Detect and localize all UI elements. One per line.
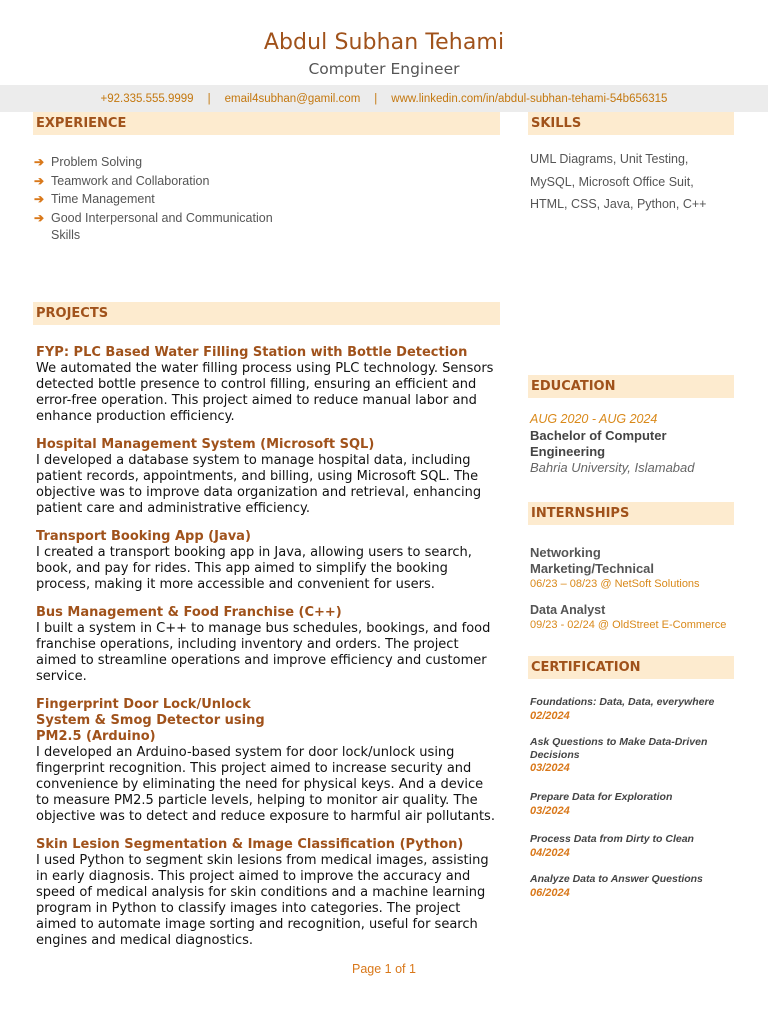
internship-item <box>530 545 680 577</box>
certification-title: Process Data from Dirty to Clean <box>530 833 694 845</box>
projects-list <box>36 345 498 961</box>
section-heading-education: EDUCATION <box>528 375 734 398</box>
contact-separator: | <box>374 92 378 105</box>
contact-bar <box>0 85 768 112</box>
certification-date: 02/2024 <box>530 709 570 722</box>
project-title: Skin Lesion Segmentation & Image Classification (Python) <box>36 837 464 852</box>
arrow-right-icon: ➔ <box>34 192 45 206</box>
education-degree: Bachelor of Computer Engineering <box>530 428 667 459</box>
internship-meta-wrap <box>530 577 740 591</box>
project-item <box>36 605 498 685</box>
experience-list <box>34 154 304 246</box>
section-heading-experience: EXPERIENCE <box>33 112 500 135</box>
certification-title: Prepare Data for Exploration <box>530 791 673 803</box>
internship-role: Data Analyst <box>530 603 606 617</box>
certification-title: Analyze Data to Answer Questions <box>530 873 703 885</box>
certification-item <box>530 696 735 723</box>
section-heading-certification: CERTIFICATION <box>528 656 734 679</box>
job-title: Computer Engineer <box>308 60 460 78</box>
skills-text: UML Diagrams, Unit Testing, MySQL, Microsoft Office Suit, HTML, CSS, Java, Python, C++ <box>530 152 707 211</box>
project-item <box>36 437 498 517</box>
project-description: I created a transport booking app in Java, allowing users to search, book, and pay for rides. This app aimed to simplify the booking process, making it more accessible and convenient for users. <box>36 545 472 592</box>
list-item: ➔ Teamwork and Collaboration <box>34 173 304 191</box>
project-item <box>36 837 498 949</box>
internship-role: Networking Marketing/Technical <box>530 545 655 576</box>
project-description: We automated the water filling process using PLC technology. Sensors detected bottle presence to control filling, ensuring an efficient and error-free operation. This project aimed to reduce manual labor and enhance production efficiency. <box>36 361 494 424</box>
internship-item <box>530 602 740 632</box>
education-school: Bahria University, Islamabad <box>530 460 695 475</box>
certification-title: Foundations: Data, Data, everywhere <box>530 696 715 708</box>
section-heading-skills: SKILLS <box>528 112 734 135</box>
certification-date: 03/2024 <box>530 804 570 817</box>
project-description: I used Python to segment skin lesions from medical images, assisting in early diagnosis. This project aimed to improve the accuracy and speed of medical analysis for skin conditions and a machine learning program in Python to classify images into categories. The project aimed to automate image sorting and recognition, useful for search engines and medical diagnostics. <box>36 853 489 948</box>
certification-item <box>530 736 720 775</box>
certification-item <box>530 873 735 900</box>
project-title: Bus Management & Food Franchise (C++) <box>36 605 342 620</box>
project-description: I developed an Arduino-based system for door lock/unlock using fingerprint recognition. This project aimed to increase security and convenience by eliminating the need for physical keys. And a device to measure PM2.5 particle levels, helping to monitor air quality. The objective was to detect and reduce exposure to harmful air pollutants. <box>36 745 495 824</box>
internship-meta: 09/23 - 02/24 @ OldStreet E-Commerce <box>530 619 727 631</box>
project-title: Hospital Management System (Microsoft SQL) <box>36 437 375 452</box>
internship-meta: 06/23 – 08/23 @ NetSoft Solutions <box>530 578 700 590</box>
section-heading-internships: INTERNSHIPS <box>528 502 734 525</box>
certification-date: 06/2024 <box>530 886 570 899</box>
linkedin-link[interactable]: www.linkedin.com/in/abdul-subhan-tehami-54b656315 <box>391 92 668 105</box>
arrow-right-icon: ➔ <box>34 155 45 169</box>
project-item <box>36 345 498 425</box>
list-item: ➔ Good Interpersonal and Communication Skills <box>34 210 273 242</box>
project-item <box>36 529 498 593</box>
project-title: Transport Booking App (Java) <box>36 529 251 544</box>
list-item: ➔ Problem Solving <box>34 154 304 172</box>
certification-date: 03/2024 <box>530 762 570 774</box>
certification-title: Ask Questions to Make Data-Driven Decisions <box>530 736 708 761</box>
section-heading-projects: PROJECTS <box>33 302 500 325</box>
phone-number[interactable]: +92.335.555.9999 <box>100 92 194 105</box>
contact-separator: | <box>207 92 211 105</box>
arrow-right-icon: ➔ <box>34 210 45 225</box>
project-title: FYP: PLC Based Water Filling Station with Bottle Detection <box>36 345 468 360</box>
project-item <box>36 697 498 825</box>
list-item: ➔ Time Management <box>34 191 304 209</box>
certification-date: 04/2024 <box>530 846 570 859</box>
certification-item <box>530 833 735 860</box>
project-description: I built a system in C++ to manage bus schedules, bookings, and food franchise operations, including inventory and orders. The project aimed to streamline operations and improve efficiency and customer service. <box>36 621 491 684</box>
project-description: I developed a database system to manage hospital data, including patient records, appointments, and billing, using Microsoft SQL. The objective was to improve data organization and retrieval, enhancing patient care and administrative efficiency. <box>36 453 482 516</box>
project-title: Fingerprint Door Lock/Unlock System & Smog Detector using PM2.5 (Arduino) <box>36 697 265 744</box>
certification-item <box>530 791 735 818</box>
email-link[interactable]: email4subhan@gamil.com <box>224 92 361 105</box>
candidate-name: Abdul Subhan Tehami <box>263 30 505 55</box>
arrow-right-icon: ➔ <box>34 173 45 188</box>
page-number: Page 1 of 1 <box>352 962 416 976</box>
education-date: AUG 2020 - AUG 2024 <box>530 412 658 426</box>
